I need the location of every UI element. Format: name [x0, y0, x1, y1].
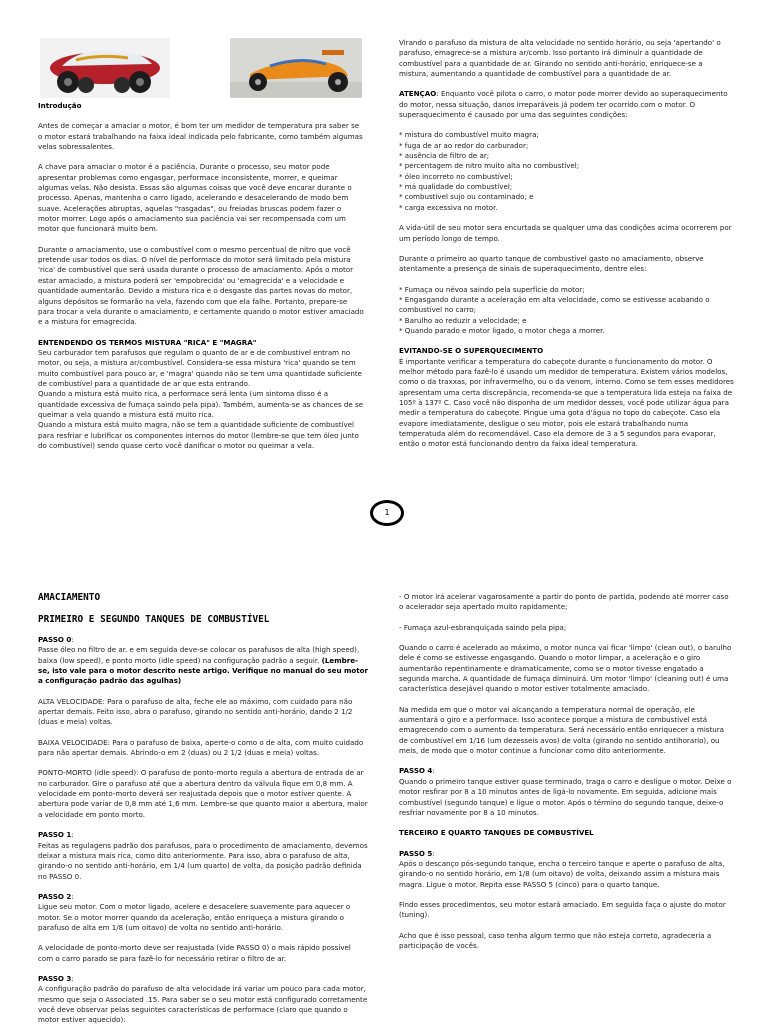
atencao-paragraph: [399, 89, 734, 120]
passo1-label: PASSO 1:: [38, 830, 74, 840]
amaciamento-title: AMACIAMENTO: [38, 592, 101, 603]
tanks-subtitle: PRIMEIRO E SEGUNDO TANQUES DE COMBUSTÍVEL: [38, 614, 270, 625]
page2-right-column: [399, 592, 734, 961]
list-item: * carga excessiva no motor.: [399, 202, 498, 212]
list-item: * fuga de ar ao redor do carburador;: [399, 140, 529, 150]
intro-paragraph-3: Durante o amaciamento, use o combustível com o mesmo percentual de nitro que você pretende usar todos os dias. O nível de performace do motor será limitado pela mistura 'rica' de combustível que será usada durante o processo de amaciamento. Após o motor estar amaciado, a mistura poderá ser 'empobrecida' ou 'emagrecida' e a velocidade e quantidade aumentarão. Devido a mistura rica e o desgaste das partes novas do motor, alguns depósitos se formarão na vela, fazendo com que ela falhe. Portanto, prepare-se para trocar a vela durante o amaciamento, e certamente quando o motor estiver amaciado e a mistura for emagrecida.: [38, 244, 364, 327]
page1-right-column: [399, 38, 734, 450]
passo5-label: PASSO 5:: [399, 848, 435, 858]
evitando-paragraph: É importante verificar a temperatura do cabeçote durante o funcionamento do motor. O melhor método para fazê-lo é usando um medidor de temperatura. Existem vários modelos, como o da traxxas, por infravermelho, ou o da venom, interno. Como se tem esses medidores apresentam uma certa discrepância, recomenda-se que a temperatura lida esteja na faixa de 105º à 137º C. Caso você não disponha de um medidor desses, você pode utilizar água para medir a temperatura do cabeçote. Pingue uma gota d'água no topo do cabeçote. Caso ela evapore imediatamente, desligue o seu motor, pois ele estará trabalhando numa temperatuda além do recomendável. Caso ela demore de 3 a 5 segundos para evaporar, então o motor está funcionando dentro da faixa ideal temperatura.: [399, 356, 734, 449]
list-item: * percentagem de nitro muito alta no combustível;: [399, 161, 580, 171]
list-item: * combustível sujo ou contaminado; e: [399, 192, 534, 202]
mixture-screw-paragraph: Virando o parafuso da mistura de alta velocidade no sentido horário, ou seja 'apertando' o parafuso, emagrece-se a mistura ar/comb. Isso portanto irá diminuir a quantidade de combustível para a quantidade de ar. Girando no sentido anti-horário, enriquece-se a mistura, aumentando a quantidade de combustível para a quantidade de ar.: [399, 38, 721, 79]
page2-left-column: [38, 592, 368, 1026]
atencao-label: ATENÇAO: [399, 89, 437, 99]
passo1-paragraph: Feitas as regulagens padrão dos parafusos, para o procedimento de amaciamento, devemos deixar a mistura mais rica, como dito anteriormente. Para isso, abra o parafuso de alta, girando-o no sentido anti-horário, em 1/4 (um quarto) de volta, da posição padrão definida no PASSO 0.: [38, 840, 368, 881]
terceiro-quarto-heading: TERCEIRO E QUARTO TANQUES DE COMBUSTÍVEL: [399, 828, 594, 838]
passo0-paragraph: Passe óleo no filtro de ar. e em seguida deve-se colocar os parafusos de alta (high speed), baixa (low speed), e ponto morto (idle speed) na configuração padrão a seguir. (Lembre-se, isto vale para o motor descrito neste artigo. Verifique no manual do seu motor a configuração padrão das agulhas): [38, 645, 369, 686]
list-item: * Barulho ao reduzir a velocidade; e: [399, 315, 527, 325]
closing-paragraph: Acho que é isso pessoal, caso tenha algum termo que não esteja correto, agradeceria a participação de vocês.: [399, 930, 712, 950]
first-tanks-paragraph: Durante o primeiro ao quarto tanque de combustível gasto no amaciamento, observe atentamente a presença de sinais de superaquecimento, dentre eles:: [399, 253, 704, 274]
passo0-label: PASSO 0:: [38, 635, 74, 644]
ponto-morto-reajuste-paragraph: A velocidade de ponto-morto deve ser reajustada (vide PASSO 0) o mais rápido possível com o carro parado se para fazê-lo for necessário retirar o filtro de ar.: [38, 943, 351, 963]
alta-velocidade-paragraph: ALTA VELOCIDADE: Para o parafuso de alta, feche ele ao máximo, com cuidado para não apertar demais. Feito isso, abra o parafuso, girando no sentido anti-horário, dando 2 1/2 (duas e meia) voltas.: [38, 696, 353, 727]
list-item: * Engasgando durante a aceleração em alta velocidade, como se estivesse acabando o combustível no carro;: [399, 294, 710, 315]
passo2-paragraph: Ligue seu motor. Com o motor ligado, acelere e desacelere suavemente para aquecer o motor. Se o motor morrer quando da aceleração, então enriqueça a mistura girando o parafuso de alta em 1/8 (um oitavo) de volta no sentido anti-horário.: [38, 902, 351, 932]
passo5-paragraph: Após o descanço pós-segundo tanque, encha o terceiro tanque e aperte o parafuso de alta, girando-o no sentido horário, em 1/8 (um oitavo) de volta, deixando assim a mistura mais magra. Ligue o motor. Repita esse PASSO 5 (cinco) para o quarto tanque.: [399, 858, 725, 889]
passo4-label: PASSO 4:: [399, 766, 435, 776]
list-item: * Quando parado e motor ligado, o motor chega a morrer.: [399, 325, 605, 335]
page1-left-column: [38, 101, 364, 451]
list-item: * Fumaça ou névoa saindo pela superfície do motor;: [399, 284, 585, 294]
temperature-paragraph: Na medida em que o motor vai alcançando a temperatura normal de operação, ele aumentará o giro e a performace. Isso acontece porque a mistura de combustível está emagrecendo com o aumento da temperatura. Será necessário então enriquecer a mistura de combustível em 1/16 (um dezesseis avos) de volta (girando no sentido antihorario), ou meis, de modo que o motor continue a funcionar como dito anteriormente.: [399, 704, 725, 756]
list-item: * óleo incorreto no combustível;: [399, 171, 513, 181]
performance-item-1: - O motor irá acelerar vagarosamente a partir do ponto de partida, podendo até morrer caso o acelerador seja apertado muito rapidamente;: [399, 592, 729, 612]
passo3-paragraph: A configuração padrão do parafuso de alta velocidade irá variar um pouco para cada motor, mesmo que seja o Associated .15. Para saber se o seu motor está configurado corretamente você deve observar pelas seguintes características de performace (claro que quando o motor estiver aquecido):: [38, 984, 368, 1025]
intro-paragraph-2: A chave para amaciar o motor é a paciência. Durante o processo, seu motor pode apresentar problemas como engasgar, performace inconsistente, morrer, e queimar algumas velas. Não desista. Essas são algumas coisas que você deve encarar durante o processo. Apenas, mantenha o carro ligado, acelerando e desacelerando de modo bem suave. Acelerações abruptas, aquelas "rasgadas", ou freiadas bruscas podem fazer o motor morrer. Logo após o amaciamento sua paciência vai ser recompensada com um motor que funcionará muito bem.: [38, 162, 352, 234]
passo4-paragraph: Quando o primeiro tanque estiver quase terminado, traga o carro e desligue o motor. Deixe o motor resfirar por 8 a 10 minutos antes de ligá-lo novamente. Em seguida, adicione mais combustível (segundo tanque) e ligue o motor. Após o término do segundo tanque, deixe-o resfriar novamente por 8 a 10 minutos.: [399, 776, 732, 817]
evitando-heading: EVITANDO-SE O SUPERQUECIMENTO: [399, 346, 544, 356]
list-item: * mistura do combustível muito magra;: [399, 130, 539, 140]
rica-magra-paragraph-3: Quando a mistura está muito magra, não se tem a quantidade suficiente de combustível para resfriar e lubrificar os componentes internos do motor (lembre-se que tem óleo junto do combustível) sendo quase certo você danificar o motor ou queimar a vela.: [38, 420, 359, 450]
list-item: * má qualidade do combustível;: [399, 182, 513, 192]
clean-out-paragraph: Quando o carro é acelerado ao máximo, o motor nunca vai ficar 'limpo' (clean out), o barulho dele é como se estivesse engasgando. Quando o motor limpar, a aceleração e o giro aumentarão repentinamente e dramaticamente, como se o motor tivesse engatado a segunda marcha. A quantidade de fumaça diminuirá. Um motor 'limpo' (cleaning out) é uma característica desejável quando o motor estiver totalmente amaciado.: [399, 643, 732, 694]
page-number-badge: 1: [370, 500, 404, 526]
ponto-morto-paragraph: PONTO-MORTO (idle speed): O parafuso de ponto-morto regula a abertura de entrada de ar no carburador. Gire o parafuso até que a abertura dentro da válvula fique em 0,8 mm. A velocidade em ponto-morto deverá ser reajustada depois que o motor estiver quente. A abertura pode variar de 0,8 mm até 1,6 mm. Lembre-se que quanto maior a abertura, maior a velocidade em ponto morto.: [38, 768, 368, 819]
rica-magra-heading: ENTENDENDO OS TERMOS MISTURA "RICA" E "MAGRA": [38, 337, 257, 347]
findo-paragraph: Findo esses procedimentos, seu motor estará amaciado. Em seguida faça o ajuste do motor (tuning).: [399, 899, 726, 920]
intro-paragraph-1: Antes de começar a amaciar o motor, é bom ter um medidor de temperatura pra saber se o motor estará trabalhando na faixa ideal indicada pelo fabricante, como também algumas velas sobressalentes.: [38, 121, 363, 152]
performance-item-2: - Fumaça azul-esbranquiçada saindo pela pipa;: [399, 622, 567, 632]
passo2-label: PASSO 2:: [38, 891, 74, 901]
overheat-conditions-list: [399, 130, 734, 213]
list-item: * ausência de filtro de ar;: [399, 151, 490, 161]
rica-magra-paragraph-2: Quando a mistura está muito rica, a performace será lenta (um sintoma disso é a quantidade excessiva de fumaça saindo pela pipa). Também, aumenta-se as chances de se queimar a vela quando a mistura está muito rica.: [38, 389, 364, 419]
rica-magra-paragraph-1: Seu carburador tem parafusos que regulam o quanto de ar e de combustível entram no motor, ou seja, a mistura ar/combustível. Considera-se essa mistura 'rica' quando se tem muito combustível para pouco ar, e 'magra' quando não se tem uma quantidade suficiente de combustível para a quantidade de ar que esta entrando.: [38, 347, 363, 388]
buggy-photo: [230, 38, 362, 98]
overheat-signs-list: [399, 285, 734, 337]
passo3-label: PASSO 3:: [38, 973, 74, 983]
passo0-note: (Lembre-se, isto vale para o motor descrito neste artigo. Verifique no manual do seu motor a configuração padrão das agulhas): [38, 655, 369, 686]
baixa-velocidade-paragraph: BAIXA VELOCIDADE: Para o parafuso de baixa, aperte-o como o de alta, com muito cuidado para não apertar demais. Abrindo-o em 2 (duas) ou 2 1/2 (duas e meia) voltas.: [38, 737, 364, 758]
intro-heading: Introdução: [38, 101, 82, 110]
monster-truck-photo: [40, 38, 170, 98]
atencao-text: : Enquanto você pilota o carro, o motor pode morrer devido ao superaquecimento do motor, nessa situação, danos irreparáveis já podem ter ocorrido com o motor. O superaquecimento é causado por uma das seguintes condições:: [399, 89, 728, 120]
vida-util-paragraph: A vida-útil de seu motor sera encurtada se qualquer uma das condições acima ocorrerem por um período longo de tempo.: [399, 223, 732, 243]
